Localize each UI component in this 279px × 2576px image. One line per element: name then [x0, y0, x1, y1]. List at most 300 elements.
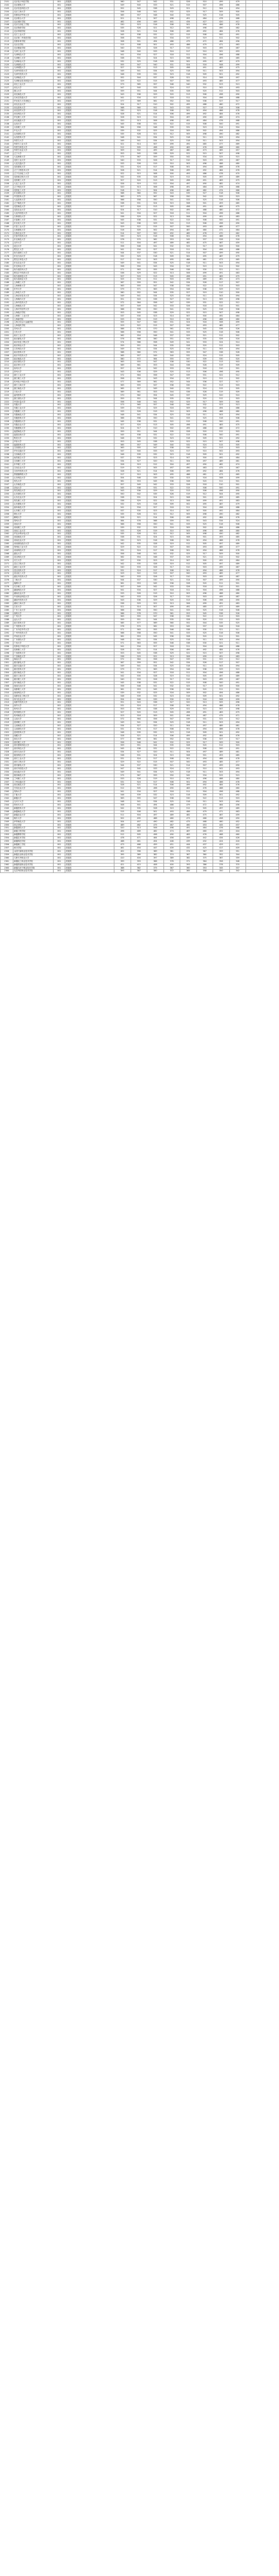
- table-cell: 512: [180, 543, 197, 546]
- table-cell: 长沙理工大学: [13, 586, 54, 589]
- table-cell: 001: [54, 589, 65, 592]
- table-cell: 471: [131, 837, 147, 840]
- table-cell: 530: [163, 698, 180, 701]
- table-cell: 522: [180, 311, 197, 314]
- table-cell: 452: [229, 820, 246, 823]
- table-cell: 561: [147, 381, 164, 384]
- table-cell: 527: [213, 737, 230, 741]
- table-cell: 新疆警察学院: [13, 833, 54, 837]
- table-cell: 522: [196, 383, 213, 387]
- table-cell: 2206: [1, 347, 13, 351]
- table-cell: 525: [180, 552, 197, 555]
- table-cell: 532: [196, 83, 213, 87]
- table-cell: 2272: [1, 565, 13, 569]
- table-cell: 540: [131, 50, 147, 53]
- table-cell: 2200: [1, 328, 13, 331]
- table-cell: 001: [54, 390, 65, 394]
- table-cell: 518: [147, 255, 164, 258]
- table-cell: 529: [131, 602, 147, 605]
- table-cell: 500: [229, 552, 246, 555]
- table-cell: 539: [180, 301, 197, 304]
- table-cell: 001: [54, 50, 65, 53]
- table-cell: 2161: [1, 199, 13, 202]
- table-cell: 2219: [1, 390, 13, 394]
- table-cell: 南昌航空大学: [13, 457, 54, 460]
- table-cell: 529: [114, 324, 131, 328]
- table-cell: 543: [147, 37, 164, 40]
- table-cell: 526: [131, 592, 147, 596]
- table-cell: 523: [229, 195, 246, 199]
- table-cell: 513: [131, 827, 147, 830]
- table-cell: 530: [114, 23, 131, 27]
- table-cell: 564: [147, 357, 164, 361]
- table-cell: 509: [229, 364, 246, 367]
- table-cell: 526: [196, 661, 213, 665]
- table-cell: 506: [180, 602, 197, 605]
- table-cell: 浙江工业大学: [13, 374, 54, 377]
- table-cell: 518: [213, 106, 230, 109]
- table-cell: 509: [229, 390, 246, 394]
- table-cell: 西安外国语大学: [13, 767, 54, 770]
- table-cell: 2149: [1, 159, 13, 162]
- table-cell: 518: [163, 790, 180, 794]
- table-cell: 001: [54, 807, 65, 810]
- table-cell: 512: [196, 493, 213, 496]
- table-cell: 541: [163, 632, 180, 635]
- table-cell: 普通类: [65, 182, 114, 185]
- table-cell: 479: [196, 43, 213, 46]
- table-cell: 523: [163, 453, 180, 457]
- table-cell: 526: [196, 281, 213, 285]
- table-cell: 495: [147, 149, 164, 152]
- table-cell: 532: [147, 73, 164, 76]
- table-cell: 500: [180, 761, 197, 764]
- table-cell: 482: [180, 813, 197, 817]
- table-cell: 2186: [1, 281, 13, 285]
- table-cell: 东华理工大学: [13, 463, 54, 467]
- table-cell: 515: [147, 761, 164, 764]
- table-cell: 496: [213, 790, 230, 794]
- table-cell: 467: [213, 813, 230, 817]
- table-cell: 508: [163, 235, 180, 238]
- table-cell: 519: [131, 116, 147, 119]
- table-cell: 2205: [1, 344, 13, 347]
- table-cell: 505: [147, 466, 164, 469]
- table-cell: 516: [196, 63, 213, 66]
- table-cell: 493: [213, 754, 230, 757]
- table-cell: 528: [147, 175, 164, 179]
- table-cell: 普通类: [65, 605, 114, 608]
- table-cell: 503: [180, 592, 197, 596]
- table-cell: 2117: [1, 53, 13, 56]
- table-cell: 530: [196, 641, 213, 645]
- table-cell: 545: [180, 625, 197, 629]
- table-cell: 519: [131, 182, 147, 185]
- table-cell: 552: [163, 737, 180, 741]
- table-cell: 普通类: [65, 179, 114, 182]
- table-cell: 541: [131, 295, 147, 298]
- table-cell: 首都体育学院: [13, 40, 54, 44]
- table-cell: 374: [163, 853, 180, 856]
- table-cell: 512: [229, 374, 246, 377]
- table-cell: 普通类: [65, 493, 114, 496]
- table-cell: 397: [147, 856, 164, 860]
- table-cell: 486: [163, 804, 180, 807]
- table-cell: 540: [114, 46, 131, 50]
- table-cell: 宁波大学: [13, 390, 54, 394]
- table-cell: 381: [163, 850, 180, 853]
- table-cell: 484: [229, 457, 246, 460]
- table-cell: 485: [229, 202, 246, 205]
- table-cell: 516: [213, 608, 230, 612]
- table-cell: 505: [131, 787, 147, 790]
- table-cell: 500: [180, 324, 197, 328]
- table-cell: 普通类: [65, 536, 114, 539]
- table-cell: 001: [54, 658, 65, 661]
- table-cell: 549: [114, 70, 131, 73]
- table-cell: 566: [114, 331, 131, 334]
- table-cell: 429: [213, 843, 230, 847]
- table-cell: 2356: [1, 843, 13, 847]
- table-cell: 545: [114, 218, 131, 222]
- table-cell: 504: [213, 493, 230, 496]
- table-cell: 540: [180, 404, 197, 407]
- table-cell: 508: [180, 56, 197, 60]
- table-cell: 498: [229, 651, 246, 655]
- table-cell: 507: [131, 232, 147, 235]
- table-cell: 530: [147, 579, 164, 582]
- table-cell: 001: [54, 86, 65, 89]
- table-cell: 001: [54, 179, 65, 182]
- table-cell: 2323: [1, 734, 13, 737]
- table-cell: 498: [213, 490, 230, 493]
- table-cell: 533: [114, 592, 131, 596]
- table-cell: 516: [163, 129, 180, 132]
- table-cell: 001: [54, 46, 65, 50]
- table-cell: 西华大学: [13, 704, 54, 708]
- table-cell: 2343: [1, 800, 13, 804]
- table-cell: 530: [180, 383, 197, 387]
- table-cell: 普通类: [65, 218, 114, 222]
- table-cell: 001: [54, 555, 65, 559]
- table-cell: 520: [114, 185, 131, 189]
- table-cell: 557: [114, 586, 131, 589]
- table-cell: 普通类: [65, 635, 114, 639]
- table-cell: 532: [131, 526, 147, 529]
- table-cell: 001: [54, 794, 65, 797]
- table-cell: 辽宁师范大学: [13, 202, 54, 205]
- table-cell: 湖北中医药大学: [13, 575, 54, 579]
- table-cell: 503: [229, 344, 246, 347]
- table-cell: 2321: [1, 727, 13, 731]
- table-cell: 447: [147, 847, 164, 850]
- table-cell: 550: [131, 37, 147, 40]
- table-cell: 001: [54, 529, 65, 533]
- table-cell: 507: [163, 546, 180, 549]
- table-cell: 514: [147, 30, 164, 33]
- table-cell: 河北经贸大学: [13, 109, 54, 113]
- table-cell: 508: [147, 172, 164, 175]
- table-cell: 543: [147, 265, 164, 268]
- table-cell: 普通类: [65, 357, 114, 361]
- table-cell: 480: [229, 162, 246, 166]
- table-cell: 457: [229, 149, 246, 152]
- table-cell: 553: [180, 328, 197, 331]
- table-cell: 2249: [1, 490, 13, 493]
- table-cell: 521: [131, 469, 147, 473]
- table-cell: 528: [196, 390, 213, 394]
- table-cell: 安徽理工大学: [13, 410, 54, 414]
- table-cell: 513: [163, 602, 180, 605]
- table-cell: 531: [131, 536, 147, 539]
- table-cell: 493: [196, 80, 213, 83]
- table-cell: 001: [54, 424, 65, 427]
- table-cell: 486: [229, 691, 246, 694]
- table-cell: 519: [196, 265, 213, 268]
- table-cell: 518: [163, 671, 180, 675]
- table-cell: 532: [163, 684, 180, 688]
- table-cell: 001: [54, 142, 65, 146]
- table-cell: 2179: [1, 258, 13, 261]
- table-cell: 2191: [1, 298, 13, 301]
- table-cell: 001: [54, 711, 65, 714]
- table-cell: 普通类: [65, 93, 114, 96]
- table-cell: 沈阳航空航天大学: [13, 175, 54, 179]
- table-cell: 001: [54, 453, 65, 457]
- table-cell: 2156: [1, 182, 13, 185]
- table-cell: 001: [54, 1, 65, 4]
- table-cell: 2270: [1, 559, 13, 562]
- table-cell: 534: [180, 661, 197, 665]
- table-cell: 001: [54, 562, 65, 565]
- table-cell: 539: [131, 436, 147, 440]
- table-cell: 2168: [1, 222, 13, 225]
- table-cell: 492: [213, 314, 230, 318]
- table-cell: 501: [229, 479, 246, 483]
- table-cell: 2353: [1, 833, 13, 837]
- table-cell: 503: [229, 397, 246, 400]
- table-cell: 2135: [1, 113, 13, 116]
- table-cell: 2267: [1, 549, 13, 553]
- table-cell: 山东财经大学: [13, 493, 54, 496]
- table-cell: 451: [163, 843, 180, 847]
- table-cell: 539: [131, 794, 147, 797]
- table-cell: 473: [180, 817, 197, 820]
- table-cell: 549: [147, 443, 164, 447]
- table-cell: 508: [196, 218, 213, 222]
- table-cell: 509: [213, 245, 230, 248]
- table-cell: 528: [213, 625, 230, 629]
- table-cell: 成都中医药大学: [13, 701, 54, 704]
- table-cell: 562: [147, 238, 164, 242]
- table-cell: 499: [180, 734, 197, 737]
- table-cell: 502: [196, 691, 213, 694]
- table-cell: 普通类: [65, 222, 114, 225]
- table-cell: 513: [147, 179, 164, 182]
- table-cell: 2145: [1, 146, 13, 149]
- table-cell: 524: [229, 519, 246, 522]
- table-cell: 494: [229, 414, 246, 417]
- table-cell: 528: [131, 132, 147, 136]
- table-cell: 489: [213, 751, 230, 754]
- table-cell: 普通类: [65, 149, 114, 152]
- table-cell: 547: [114, 86, 131, 89]
- table-cell: 001: [54, 7, 65, 10]
- table-cell: 524: [163, 50, 180, 53]
- table-cell: 529: [180, 334, 197, 338]
- table-cell: 516: [131, 714, 147, 718]
- table-cell: 2348: [1, 817, 13, 820]
- table-cell: 501: [180, 166, 197, 169]
- table-cell: 2141: [1, 132, 13, 136]
- table-cell: 586: [114, 612, 131, 615]
- table-cell: 512: [213, 555, 230, 559]
- table-cell: 534: [131, 589, 147, 592]
- table-cell: 534: [131, 506, 147, 510]
- table-cell: 华北电力大学(保定): [13, 99, 54, 103]
- table-cell: 492: [196, 516, 213, 519]
- table-cell: 556: [131, 126, 147, 129]
- table-cell: 529: [147, 371, 164, 374]
- table-cell: 533: [147, 767, 164, 770]
- table-cell: 北京第二外国语学院: [13, 37, 54, 40]
- table-cell: 001: [54, 483, 65, 486]
- table-cell: 513: [180, 598, 197, 602]
- table-cell: 2231: [1, 430, 13, 433]
- table-cell: 上海应用技术大学: [13, 295, 54, 298]
- table-cell: 2288: [1, 618, 13, 622]
- table-cell: 001: [54, 486, 65, 490]
- table-cell: 543: [131, 701, 147, 704]
- table-cell: 523: [147, 457, 164, 460]
- table-cell: 561: [114, 688, 131, 691]
- table-cell: 538: [114, 536, 131, 539]
- table-cell: 538: [147, 440, 164, 443]
- table-cell: 546: [114, 694, 131, 698]
- table-cell: 476: [229, 734, 246, 737]
- table-cell: 湖南中医药大学: [13, 598, 54, 602]
- table-cell: 501: [180, 727, 197, 731]
- table-cell: 494: [229, 638, 246, 641]
- table-cell: 河北大学: [13, 86, 54, 89]
- table-cell: 浙江工商大学: [13, 383, 54, 387]
- table-cell: 505: [213, 298, 230, 301]
- table-cell: 辽宁科技大学: [13, 185, 54, 189]
- table-cell: 普通类: [65, 724, 114, 727]
- table-cell: 527: [147, 506, 164, 510]
- table-cell: 555: [131, 361, 147, 364]
- table-cell: 天津师范大学: [13, 76, 54, 80]
- table-cell: 001: [54, 215, 65, 218]
- table-cell: 572: [114, 374, 131, 377]
- table-cell: 530: [131, 457, 147, 460]
- table-cell: 2162: [1, 202, 13, 205]
- table-cell: 511: [229, 268, 246, 271]
- table-cell: 557: [131, 13, 147, 17]
- table-cell: 508: [131, 810, 147, 813]
- table-cell: 559: [114, 344, 131, 347]
- table-cell: 531: [114, 727, 131, 731]
- table-cell: 001: [54, 592, 65, 596]
- table-cell: 541: [114, 645, 131, 648]
- table-cell: 517: [180, 767, 197, 770]
- table-cell: 新疆铁道职业技术学院: [13, 863, 54, 866]
- table-cell: 江苏大学: [13, 331, 54, 334]
- table-cell: 517: [196, 245, 213, 248]
- table-cell: 506: [163, 648, 180, 651]
- table-cell: 460: [229, 146, 246, 149]
- table-cell: 490: [213, 27, 230, 30]
- table-cell: 511: [196, 347, 213, 351]
- table-cell: 493: [196, 546, 213, 549]
- table-cell: 487: [229, 595, 246, 598]
- table-cell: 普通类: [65, 509, 114, 512]
- table-cell: 498: [163, 17, 180, 20]
- table-cell: 577: [114, 737, 131, 741]
- table-cell: 东北电力大学: [13, 222, 54, 225]
- table-cell: 普通类: [65, 483, 114, 486]
- table-cell: 506: [180, 655, 197, 658]
- table-cell: 普通类: [65, 698, 114, 701]
- table-cell: 510: [196, 1, 213, 4]
- table-cell: 509: [163, 60, 180, 63]
- table-cell: 513: [147, 205, 164, 209]
- table-cell: 普通类: [65, 658, 114, 661]
- table-cell: 488: [147, 817, 164, 820]
- table-cell: 001: [54, 549, 65, 553]
- table-cell: 普通类: [65, 784, 114, 787]
- table-cell: 511: [180, 671, 197, 675]
- table-cell: 普通类: [65, 404, 114, 407]
- table-cell: 498: [180, 66, 197, 70]
- table-cell: 广东工业大学: [13, 608, 54, 612]
- table-cell: 547: [147, 615, 164, 618]
- table-cell: 普通类: [65, 694, 114, 698]
- table-cell: 526: [114, 463, 131, 467]
- table-cell: 476: [229, 516, 246, 519]
- table-cell: 512: [114, 146, 131, 149]
- table-cell: 528: [114, 30, 131, 33]
- table-cell: 508: [213, 698, 230, 701]
- table-cell: 513: [213, 383, 230, 387]
- table-cell: 520: [196, 582, 213, 586]
- table-cell: 518: [114, 189, 131, 192]
- table-cell: 001: [54, 629, 65, 632]
- table-cell: 524: [114, 103, 131, 106]
- table-cell: 2285: [1, 608, 13, 612]
- table-cell: 001: [54, 129, 65, 132]
- table-cell: 普通类: [65, 837, 114, 840]
- table-cell: 572: [131, 357, 147, 361]
- table-cell: 天津科技大学: [13, 53, 54, 56]
- table-cell: 498: [229, 440, 246, 443]
- table-cell: 普通类: [65, 457, 114, 460]
- table-cell: 475: [229, 205, 246, 209]
- table-cell: 371: [180, 860, 197, 863]
- table-cell: 497: [229, 76, 246, 80]
- table-cell: 494: [196, 780, 213, 784]
- table-cell: 546: [131, 476, 147, 479]
- table-cell: 513: [147, 424, 164, 427]
- table-cell: 484: [229, 314, 246, 318]
- table-cell: 安徽建筑大学: [13, 426, 54, 430]
- table-cell: 508: [180, 496, 197, 500]
- table-cell: 490: [213, 512, 230, 516]
- table-cell: 001: [54, 701, 65, 704]
- table-cell: 527: [180, 37, 197, 40]
- table-cell: 2252: [1, 500, 13, 503]
- table-cell: 扬州大学: [13, 367, 54, 371]
